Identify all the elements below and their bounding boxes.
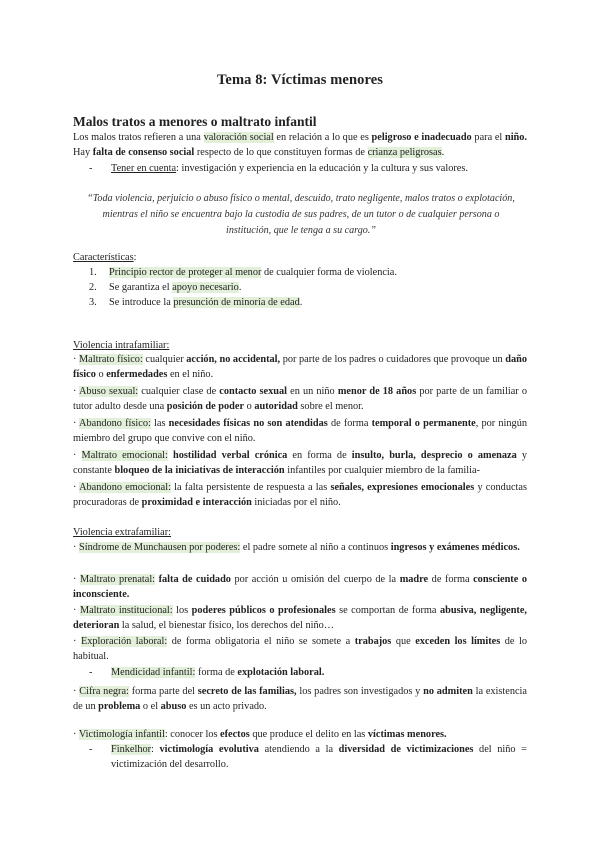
bold-text: falta de cuidado bbox=[158, 574, 231, 585]
bold-text: abusiva, negligente, deterioran bbox=[73, 605, 527, 631]
bold-text: autoridad bbox=[254, 401, 298, 412]
dot-bullet: · bbox=[73, 729, 77, 740]
text: del niño = victimización del desarrollo. bbox=[111, 744, 527, 770]
text: : bbox=[133, 252, 137, 263]
text: es un acto privado. bbox=[186, 701, 267, 712]
text: . bbox=[299, 297, 303, 308]
bold-text: diversidad de victimizaciones bbox=[338, 744, 474, 755]
underlined-label: Tener en cuenta bbox=[111, 163, 177, 174]
text: en forma de bbox=[287, 450, 352, 461]
text: forma de bbox=[195, 667, 238, 678]
bold-text: temporal o permanente bbox=[371, 418, 476, 429]
text: de forma bbox=[428, 574, 474, 585]
text: que bbox=[391, 636, 416, 647]
bold-text: acción, no accidental, bbox=[186, 354, 281, 365]
bold-text: falta de consenso social bbox=[92, 147, 195, 158]
text: : conocer los bbox=[164, 729, 221, 740]
text: . bbox=[238, 282, 242, 293]
bold-text: señales, expresiones emocionales bbox=[330, 482, 475, 493]
bold-text: hostilidad verbal crónica bbox=[172, 450, 288, 461]
victimologia-paragraph bbox=[73, 727, 527, 742]
text: y constante bbox=[73, 450, 528, 476]
text: Hay bbox=[73, 147, 93, 158]
bold-text: problema bbox=[98, 701, 141, 712]
text: para el bbox=[471, 132, 505, 143]
underlined-label: Características bbox=[73, 252, 134, 263]
dot-bullet: · bbox=[73, 605, 77, 616]
text: Los malos tratos refieren a una bbox=[73, 132, 204, 143]
list-item bbox=[73, 280, 527, 295]
bold-text: trabajos bbox=[354, 636, 392, 647]
bold-text: secreto de las familias, bbox=[197, 686, 297, 697]
list-number: 3. bbox=[89, 297, 97, 308]
bold-text: menor de 18 años bbox=[337, 386, 417, 397]
highlight: Maltrato institucional: bbox=[79, 605, 173, 616]
text: o bbox=[95, 369, 107, 380]
bold-text: necesidades físicas no son atendidas bbox=[168, 418, 328, 429]
highlight: crianza peligrosas bbox=[367, 147, 442, 158]
text: en el niño. bbox=[167, 369, 214, 380]
abandono-fisico-paragraph bbox=[73, 416, 527, 446]
bold-text: insulto, burla, desprecio o amenaza bbox=[351, 450, 517, 461]
bold-text: daño físico bbox=[73, 354, 527, 380]
bold-text: consciente o inconsciente. bbox=[73, 574, 527, 600]
highlight: Maltrato emocional: bbox=[81, 450, 168, 461]
text: se comportan de forma bbox=[335, 605, 440, 616]
bold-text: peligroso e inadecuado bbox=[371, 132, 472, 143]
text: sobre el menor. bbox=[297, 401, 364, 412]
text: los padres son investigados y bbox=[296, 686, 424, 697]
text: de cualquier forma de violencia. bbox=[261, 267, 397, 278]
bold-text: ingresos y exámenes médicos. bbox=[390, 542, 520, 553]
tener-en-cuenta-bullet bbox=[73, 161, 527, 176]
text: infantiles por cualquier miembro de la familia- bbox=[284, 465, 480, 476]
bold-text: proximidad e interacción bbox=[141, 497, 252, 508]
text: o bbox=[244, 401, 255, 412]
text: : investigación y experiencia en la educación y la cultura y sus valores. bbox=[176, 163, 468, 174]
bold-text: niño. bbox=[504, 132, 528, 143]
text: cualquier bbox=[142, 354, 187, 365]
dot-bullet: · bbox=[73, 354, 77, 365]
definition-quote: “Toda violencia, perjuicio o abuso físico o mental, descuido, trato negligente, malos tratos o explotación, mientras el niño se encuentra bajo la custodia de sus padres, de un tutor o de cualquier persona o institución, que le tenga a su cargo.” bbox=[87, 193, 515, 236]
highlight: Maltrato físico: bbox=[79, 354, 143, 365]
intro-paragraph bbox=[73, 130, 527, 160]
bold-text: contacto sexual bbox=[219, 386, 288, 397]
dash-bullet: - bbox=[89, 744, 93, 755]
highlight: Síndrome de Munchausen por poderes: bbox=[79, 542, 241, 553]
dot-bullet: · bbox=[73, 386, 77, 397]
bold-text: exceden los límites bbox=[415, 636, 501, 647]
section-heading-maltrato: Malos tratos a menores o maltrato infantil bbox=[73, 114, 317, 129]
list-number: 2. bbox=[89, 282, 97, 293]
text: la existencia de un bbox=[73, 686, 527, 712]
dot-bullet: · bbox=[73, 542, 77, 553]
text: o el bbox=[140, 701, 161, 712]
highlight: Abandono emocional: bbox=[79, 482, 171, 493]
text: . bbox=[441, 147, 445, 158]
bold-text: explotación laboral. bbox=[237, 667, 325, 678]
bold-text: abuso bbox=[160, 701, 187, 712]
maltrato-emocional-paragraph bbox=[73, 448, 527, 478]
dot-bullet: · bbox=[73, 418, 77, 429]
text: cualquier clase de bbox=[138, 386, 220, 397]
text: Se introduce la bbox=[109, 297, 174, 308]
bold-text: no admiten bbox=[423, 686, 473, 697]
text: : bbox=[151, 744, 160, 755]
highlight: apoyo necesario bbox=[172, 282, 239, 293]
highlight: Mendicidad infantil: bbox=[111, 667, 196, 678]
highlight: Abuso sexual: bbox=[79, 386, 139, 397]
text: iniciadas por el niño. bbox=[251, 497, 341, 508]
dot-bullet: · bbox=[73, 450, 77, 461]
list-item bbox=[73, 295, 527, 310]
bold-text: bloqueo de la iniciativas de interacción bbox=[114, 465, 285, 476]
dot-bullet: · bbox=[73, 482, 77, 493]
text: en relación a lo que es bbox=[273, 132, 372, 143]
highlight: valoración social bbox=[203, 132, 274, 143]
text: forma parte del bbox=[128, 686, 198, 697]
text: atendiendo a la bbox=[258, 744, 339, 755]
maltrato-institucional-paragraph bbox=[73, 603, 527, 633]
text: por acción u omisión del cuerpo de la bbox=[230, 574, 400, 585]
highlight: Exploración laboral: bbox=[80, 636, 168, 647]
dot-bullet: · bbox=[73, 574, 77, 585]
text: y conductas procuradoras de bbox=[73, 482, 527, 508]
highlight: Principio rector de proteger al menor bbox=[109, 267, 262, 278]
bold-text: victimología evolutiva bbox=[159, 744, 259, 755]
abandono-emocional-paragraph bbox=[73, 480, 527, 510]
maltrato-prenatal-paragraph bbox=[73, 572, 527, 602]
text: de forma obligatoria el niño se somete a bbox=[167, 636, 355, 647]
text: por parte de un familiar o tutor adulto desde una bbox=[73, 386, 527, 412]
list-item bbox=[73, 265, 527, 280]
bold-text: víctimas menores. bbox=[367, 729, 447, 740]
text: el padre somete al niño a continuos bbox=[240, 542, 391, 553]
bold-text: madre bbox=[399, 574, 429, 585]
text: los bbox=[172, 605, 192, 616]
highlight: Victimología infantil bbox=[78, 729, 165, 740]
cifra-negra-paragraph bbox=[73, 684, 527, 714]
dash-bullet: - bbox=[89, 163, 93, 174]
caracteristicas-heading bbox=[73, 250, 527, 265]
highlight: Finkelhor bbox=[111, 744, 152, 755]
mendicidad-bullet bbox=[73, 665, 527, 680]
munchausen-paragraph bbox=[73, 540, 527, 555]
text: Se garantiza el bbox=[109, 282, 173, 293]
list-number: 1. bbox=[89, 267, 97, 278]
dot-bullet: · bbox=[73, 686, 77, 697]
highlight: Maltrato prenatal: bbox=[80, 574, 156, 585]
highlight: presunción de minoría de edad bbox=[173, 297, 300, 308]
dash-bullet: - bbox=[89, 667, 93, 678]
text: por parte de los padres o cuidadores que provoque un bbox=[280, 354, 506, 365]
intrafamiliar-heading: Violencia intrafamiliar: bbox=[73, 340, 170, 351]
maltrato-fisico-paragraph bbox=[73, 352, 527, 382]
bold-text: efectos bbox=[220, 729, 250, 740]
bold-text: posición de poder bbox=[166, 401, 245, 412]
exploracion-laboral-paragraph bbox=[73, 634, 527, 664]
highlight: Abandono físico: bbox=[79, 418, 151, 429]
text: de forma bbox=[327, 418, 372, 429]
highlight: Cifra negra: bbox=[79, 686, 129, 697]
text: la salud, el bienestar físico, los derechos del niño… bbox=[119, 620, 335, 631]
extrafamiliar-heading: Violencia extrafamiliar: bbox=[73, 527, 172, 538]
finkelhor-bullet bbox=[73, 742, 527, 772]
text: en un niño bbox=[287, 386, 338, 397]
bold-text: poderes públicos o profesionales bbox=[191, 605, 336, 616]
text: respecto de lo que constituyen formas de bbox=[194, 147, 368, 158]
text: , por ningún miembro del grupo que convive con el niño. bbox=[73, 418, 527, 444]
abuso-sexual-paragraph bbox=[73, 384, 527, 414]
dot-bullet: · bbox=[73, 636, 77, 647]
text: la falta persistente de respuesta a las bbox=[170, 482, 331, 493]
text: de lo habitual. bbox=[73, 636, 527, 662]
bold-text: enfermedades bbox=[106, 369, 168, 380]
text: las bbox=[150, 418, 169, 429]
page-title: Tema 8: Víctimas menores bbox=[216, 72, 384, 88]
text: que produce el delito en las bbox=[249, 729, 368, 740]
